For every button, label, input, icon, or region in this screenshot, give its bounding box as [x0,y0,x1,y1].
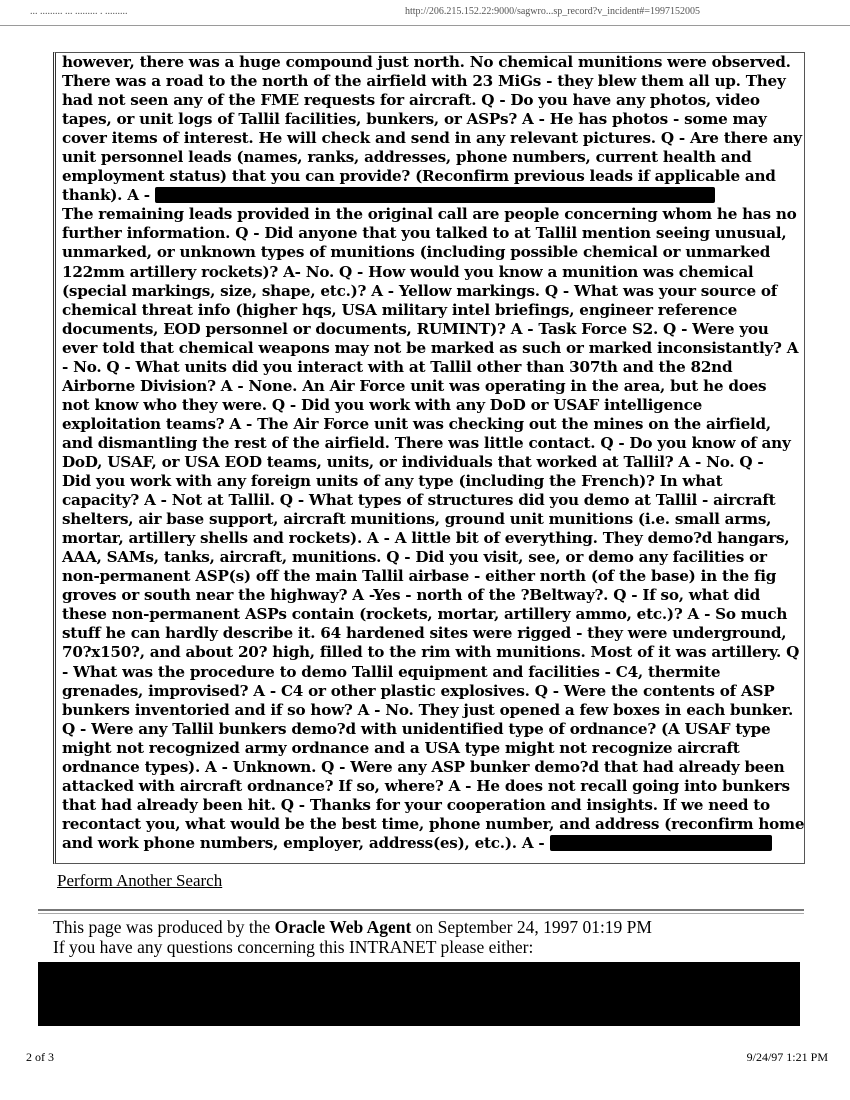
report-line [62,643,805,662]
report-line [62,586,805,605]
report-line-text: stuff he can hardly describe it. 64 hardened sites were rigged - they were underground, [62,624,787,643]
report-line-text: (special markings, size, shape, etc.)? A - Yellow markings. Q - What was your source of [62,281,778,300]
report-line-text: grenades, improvised? A - C4 or other plastic explosives. Q - Were the contents of ASP [62,681,775,700]
report-line [62,834,805,853]
report-line [62,72,805,91]
report-line [62,377,805,396]
report-line-text: had not seen any of the FME requests for aircraft. Q - Do you have any photos, video [62,91,760,110]
oracle-web-agent: Oracle Web Agent [274,917,412,937]
report-line-text: ever told that chemical weapons may not be marked as such or marked inconsistantly? A [62,338,799,357]
produced-suffix: on September 24, 1997 01:19 PM [411,917,652,937]
separator-rule [38,909,804,911]
report-line-text: 70?x150?, and about 20? high, filled to the rim with munitions. Most of it was artillery. Q [62,643,800,662]
report-line [62,758,805,777]
report-line-text: Did you work with any foreign units of any type (including the French)? In what [62,472,723,491]
report-line [62,224,805,243]
report-line-text: cover items of interest. He will check and send in any relevant pictures. Q - Are there any [62,129,802,148]
report-line [62,167,805,186]
report-line-text: might not recognized army ordnance and a USA type might not recognize aircraft [62,738,740,757]
redaction-mark [155,187,715,203]
report-line-text: not know who they were. Q - Did you work with any DoD or USAF intelligence [62,395,703,414]
report-line-text: bunkers inventoried and if so how? A - No. They just opened a few boxes in each bunker. [62,700,794,719]
report-line-text: capacity? A - Not at Tallil. Q - What types of structures did you demo at Tallil - aircraft [62,491,776,510]
print-date: 9/24/97 1:21 PM [746,1050,828,1064]
header-url: http://206.215.152.22:9000/sagwro...sp_record?v_incident#=1997152005 [405,6,701,17]
report-line-text: non-permanent ASP(s) off the main Tallil airbase - either north (of the base) in the fig [62,567,777,586]
report-line [62,186,805,205]
report-line-text: further information. Q - Did anyone that you talked to at Tallil mention seeing unusual, [62,224,787,243]
report-line [62,472,805,491]
report-line-text: exploitation teams? A - The Air Force unit was checking out the mines on the airfield, [62,414,771,433]
report-line-text: Q - Were any Tallil bunkers demo?d with unidentified type of ordnance? (A USAF type [62,719,771,738]
report-line-text: and work phone numbers, employer, address(es), etc.). A - [62,833,545,852]
report-line-text: however, there was a huge compound just north. No chemical munitions were observed. [62,53,791,71]
report-line-text: and dismantling the rest of the airfield. There was little contact. Q - Do you know of any [62,433,791,452]
redaction-block [38,962,800,1026]
report-line [62,129,805,148]
header-rule [0,25,850,26]
report-line-text: tapes, or unit logs of Tallil facilities, bunkers, or ASPs? A - He has photos - some may [62,110,767,129]
report-line [62,548,805,567]
report-line [62,282,805,301]
header-left-text: ... ......... ... ......... . ......... [30,6,128,17]
report-line [62,358,805,377]
report-line [62,110,805,129]
report-line [62,529,805,548]
report-line-text: groves or south near the highway? A -Yes - north of the ?Beltway?. Q - If so, what did [62,586,761,605]
redaction-mark [550,835,772,851]
report-line-text: DoD, USAF, or USA EOD teams, units, or individuals that worked at Tallil? A - No. Q - [62,452,764,471]
perform-another-search-link[interactable]: Perform Another Search [57,871,223,890]
report-line [62,663,805,682]
report-line [62,148,805,167]
report-line [62,263,805,282]
report-line-text: AAA, SAMs, tanks, aircraft, munitions. Q - Did you visit, see, or demo any facilities or [62,548,767,567]
report-box [53,52,805,864]
separator-rule-thin [38,913,804,914]
report-line-text: 122mm artillery rockets)? A- No. Q - How would you know a munition was chemical [62,262,754,281]
browser-print-header [0,0,850,26]
report-line [62,815,805,834]
report-line [62,320,805,339]
report-line-text: - No. Q - What units did you interact with at Tallil other than 307th and the 82nd [62,357,733,376]
questions-line: If you have any questions concerning this INTRANET please either: [53,937,534,957]
report-line [62,491,805,510]
report-line-text: There was a road to the north of the airfield with 23 MiGs - they blew them all up. They [62,72,786,91]
report-line-text: that had already been hit. Q - Thanks for your cooperation and insights. If we need to [62,795,770,814]
report-line [62,453,805,472]
report-line [62,205,805,224]
report-line [62,605,805,624]
report-line-text: shelters, air base support, aircraft munitions, ground unit munitions (i.e. small arms, [62,510,772,529]
report-line-text: attacked with aircraft ordnance? If so, where? A - He does not recall going into bunkers [62,776,790,795]
report-line [62,682,805,701]
report-line [62,777,805,796]
produced-prefix: This page was produced by the [53,917,275,937]
produced-by-line [53,917,652,938]
report-line-text: chemical threat info (higher hqs, USA military intel briefings, engineer reference [62,300,738,319]
report-line [62,301,805,320]
report-line-text: recontact you, what would be the best time, phone number, and address (reconfirm home [62,814,805,833]
report-line-text: unmarked, or unknown types of munitions (including possible chemical or unmarked [62,243,771,262]
report-line [62,567,805,586]
report-line-text: Airborne Division? A - None. An Air Force unit was operating in the area, but he does [62,376,767,395]
report-line-text: - What was the procedure to demo Tallil equipment and facilities - C4, thermite [62,662,721,681]
report-line [62,53,805,72]
report-line [62,91,805,110]
report-line [62,624,805,643]
report-line-text: thank). A - [62,186,150,205]
report-line [62,339,805,358]
report-line [62,243,805,262]
report-line-text: unit personnel leads (names, ranks, addresses, phone numbers, current health and [62,148,752,167]
report-line [62,396,805,415]
report-line-text: The remaining leads provided in the original call are people concerning whom he has no [62,205,797,224]
report-line [62,510,805,529]
page-number: 2 of 3 [26,1050,54,1064]
report-line [62,720,805,739]
report-body [62,53,805,853]
report-line [62,434,805,453]
report-line-text: mortar, artillery shells and rockets). A - A little bit of everything. They demo?d hangars, [62,529,790,548]
report-line [62,701,805,720]
report-line [62,796,805,815]
report-line [62,415,805,434]
report-line-text: employment status) that you can provide? (Reconfirm previous leads if applicable and [62,167,776,186]
report-line-text: ordnance types). A - Unknown. Q - Were any ASP bunker demo?d that had already been [62,757,785,776]
report-line-text: documents, EOD personnel or documents, RUMINT)? A - Task Force S2. Q - Were you [62,319,769,338]
report-line [62,739,805,758]
report-line-text: these non-permanent ASPs contain (rockets, mortar, artillery ammo, etc.)? A - So much [62,605,788,624]
